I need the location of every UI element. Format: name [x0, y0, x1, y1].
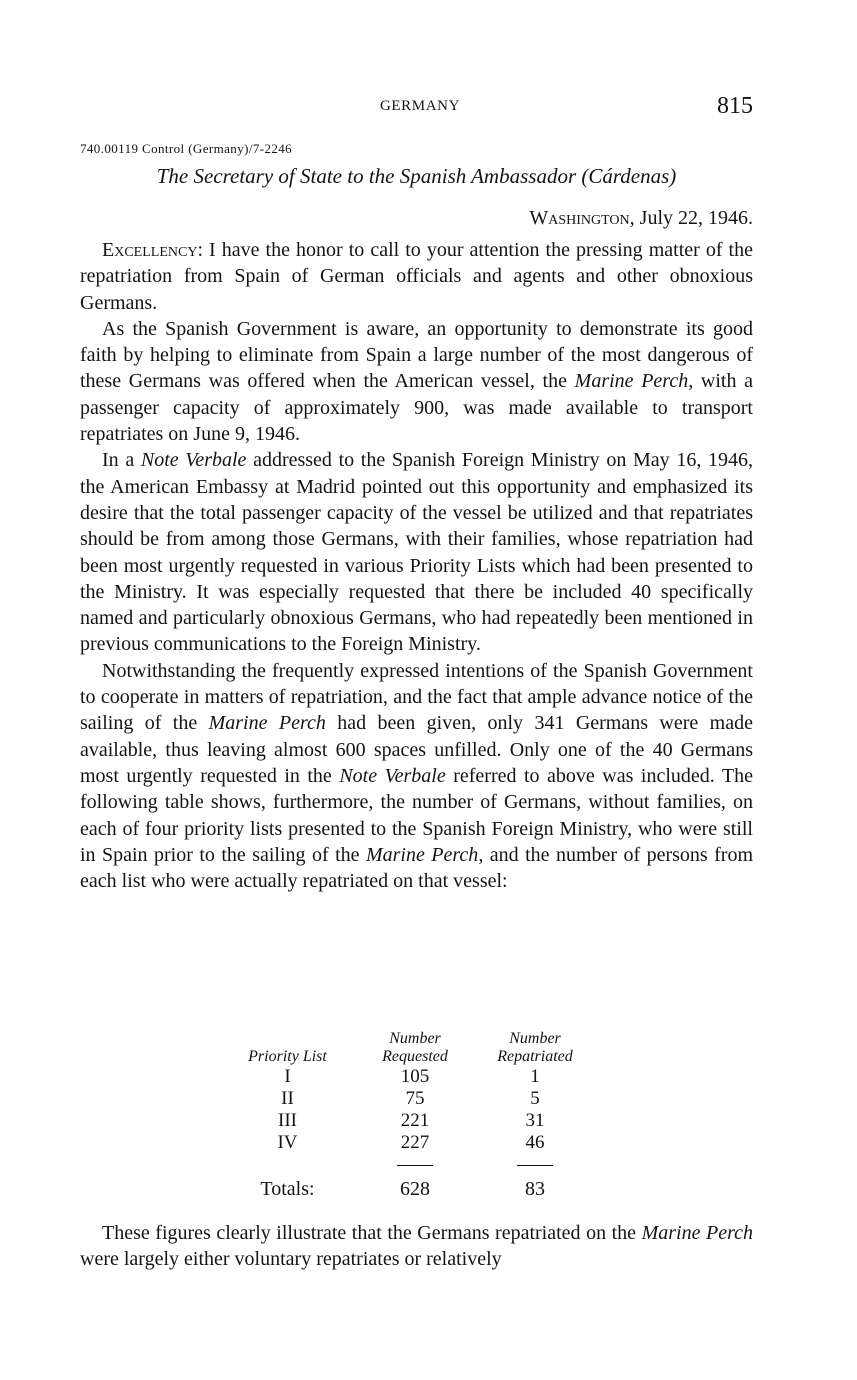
running-head [0, 93, 857, 123]
header-number-requested [355, 1030, 475, 1066]
paragraph-2 [80, 316, 753, 447]
paragraph-4 [80, 658, 753, 895]
table-row [220, 1088, 595, 1110]
header-priority-list: Priority List [248, 1048, 327, 1065]
header-number-repatriated [475, 1030, 595, 1066]
paragraph-4-text-a: Notwithstanding the frequently expressed intentions of the Spanish Government to cooperate in matters of repatriation, and the fact that ample advance notice of the sailing of the [80, 659, 753, 735]
note-verbale-term: Note Verbale [339, 764, 446, 787]
cell-list: III [278, 1110, 297, 1131]
ship-name: Marine Perch [641, 1222, 754, 1244]
table-row [220, 1132, 595, 1154]
dateline [80, 207, 753, 230]
ship-name: Marine Perch [574, 370, 689, 393]
cell-repatriated: 46 [525, 1132, 545, 1153]
paragraph-2-text-b: , with a passenger capacity of approximately 900, was made available to transport repatriates on June 9, 1946. [80, 370, 754, 446]
paragraph-5 [80, 1220, 753, 1273]
page-number: 815 [717, 93, 753, 119]
paragraph-5-text-b: were largely either voluntary repatriates or relatively [80, 1248, 502, 1271]
paragraph-3-text-a: In a [102, 449, 141, 472]
table-row [220, 1110, 595, 1132]
priority-list-table [220, 1030, 620, 1200]
cell-requested: 75 [405, 1088, 425, 1109]
totals-label: Totals: [260, 1178, 315, 1200]
dateline-place: Washington, [529, 207, 635, 229]
paragraph-4-text-b: had been given, only 341 Germans were made available, thus leaving almost 600 spaces unfilled. Only one of the 40 Germans most urgently requested in the [80, 712, 753, 787]
closing-paragraph [80, 1220, 753, 1273]
header-rep-line-2: Repatriated [497, 1048, 573, 1065]
cell-repatriated: 31 [525, 1110, 545, 1131]
paragraph-5-text-a: These figures clearly illustrate that the Germans repatriated on the [102, 1222, 642, 1244]
ship-name: Marine Perch [365, 843, 479, 866]
paragraph-1 [80, 237, 753, 316]
totals-rule-row [220, 1154, 595, 1176]
cell-requested: 105 [400, 1066, 430, 1087]
totals-rule [397, 1165, 433, 1166]
cell-list: IV [277, 1132, 298, 1153]
paragraph-1-text: : I have the honor to call to your attention the pressing matter of the repatriation from Spain of German officials and agents and other obnoxious Germans. [80, 239, 753, 314]
letter-body [80, 237, 753, 894]
cell-repatriated: 5 [530, 1088, 540, 1109]
cell-repatriated: 1 [530, 1066, 540, 1087]
running-title: GERMANY [379, 98, 461, 114]
paragraph-4-text-d: , and the number of persons from each list who were actually repatriated on that vessel: [80, 843, 754, 893]
header-req-line-2: Requested [382, 1048, 448, 1065]
salutation: Excellency [102, 239, 198, 261]
dateline-date: July 22, 1946. [634, 207, 753, 229]
note-verbale-term: Note Verbale [140, 449, 247, 472]
totals-row [220, 1176, 595, 1200]
ship-name: Marine Perch [208, 712, 326, 735]
totals-requested: 628 [400, 1178, 430, 1200]
totals-repatriated: 83 [525, 1178, 545, 1200]
paragraph-4-text-c: referred to above was included. The following table shows, furthermore, the number of Germans, without families, on each of four priority lists presented to the Spanish Foreign Ministry, who were still in Spain prior to the sailing of the [80, 764, 753, 866]
cell-requested: 221 [400, 1110, 430, 1131]
cell-list: II [281, 1088, 294, 1109]
totals-rule [517, 1165, 553, 1166]
paragraph-3-text-b: addressed to the Spanish Foreign Ministry on May 16, 1946, the American Embassy at Madrid pointed out this opportunity and emphasized its desire that the total passenger capacity of the vessel be utilized and that repatriates should be from among those Germans, with their families, whose repatriation had been most urgently requested in various Priority Lists which had been presented to the Ministry. It was especially requested that there be included 40 specifically named and particularly obnoxious Germans, who had repeatedly been mentioned in previous communications to the Foreign Ministry. [80, 449, 753, 656]
header-req-line-1: Number [389, 1030, 441, 1047]
paragraph-3 [80, 447, 753, 657]
document-title: The Secretary of State to the Spanish Ambassador (Cárdenas) [156, 164, 677, 188]
cell-requested: 227 [400, 1132, 430, 1153]
table-row [220, 1066, 595, 1088]
cell-list: I [284, 1066, 291, 1087]
paragraph-2-text-a: As the Spanish Government is aware, an opportunity to demonstrate its good faith by helping to eliminate from Spain a large number of the most dangerous of these Germans was offered when the American vessel, the [80, 317, 753, 393]
file-reference: 740.00119 Control (Germany)/7-2246 [80, 141, 293, 156]
header-rep-line-1: Number [509, 1030, 561, 1047]
